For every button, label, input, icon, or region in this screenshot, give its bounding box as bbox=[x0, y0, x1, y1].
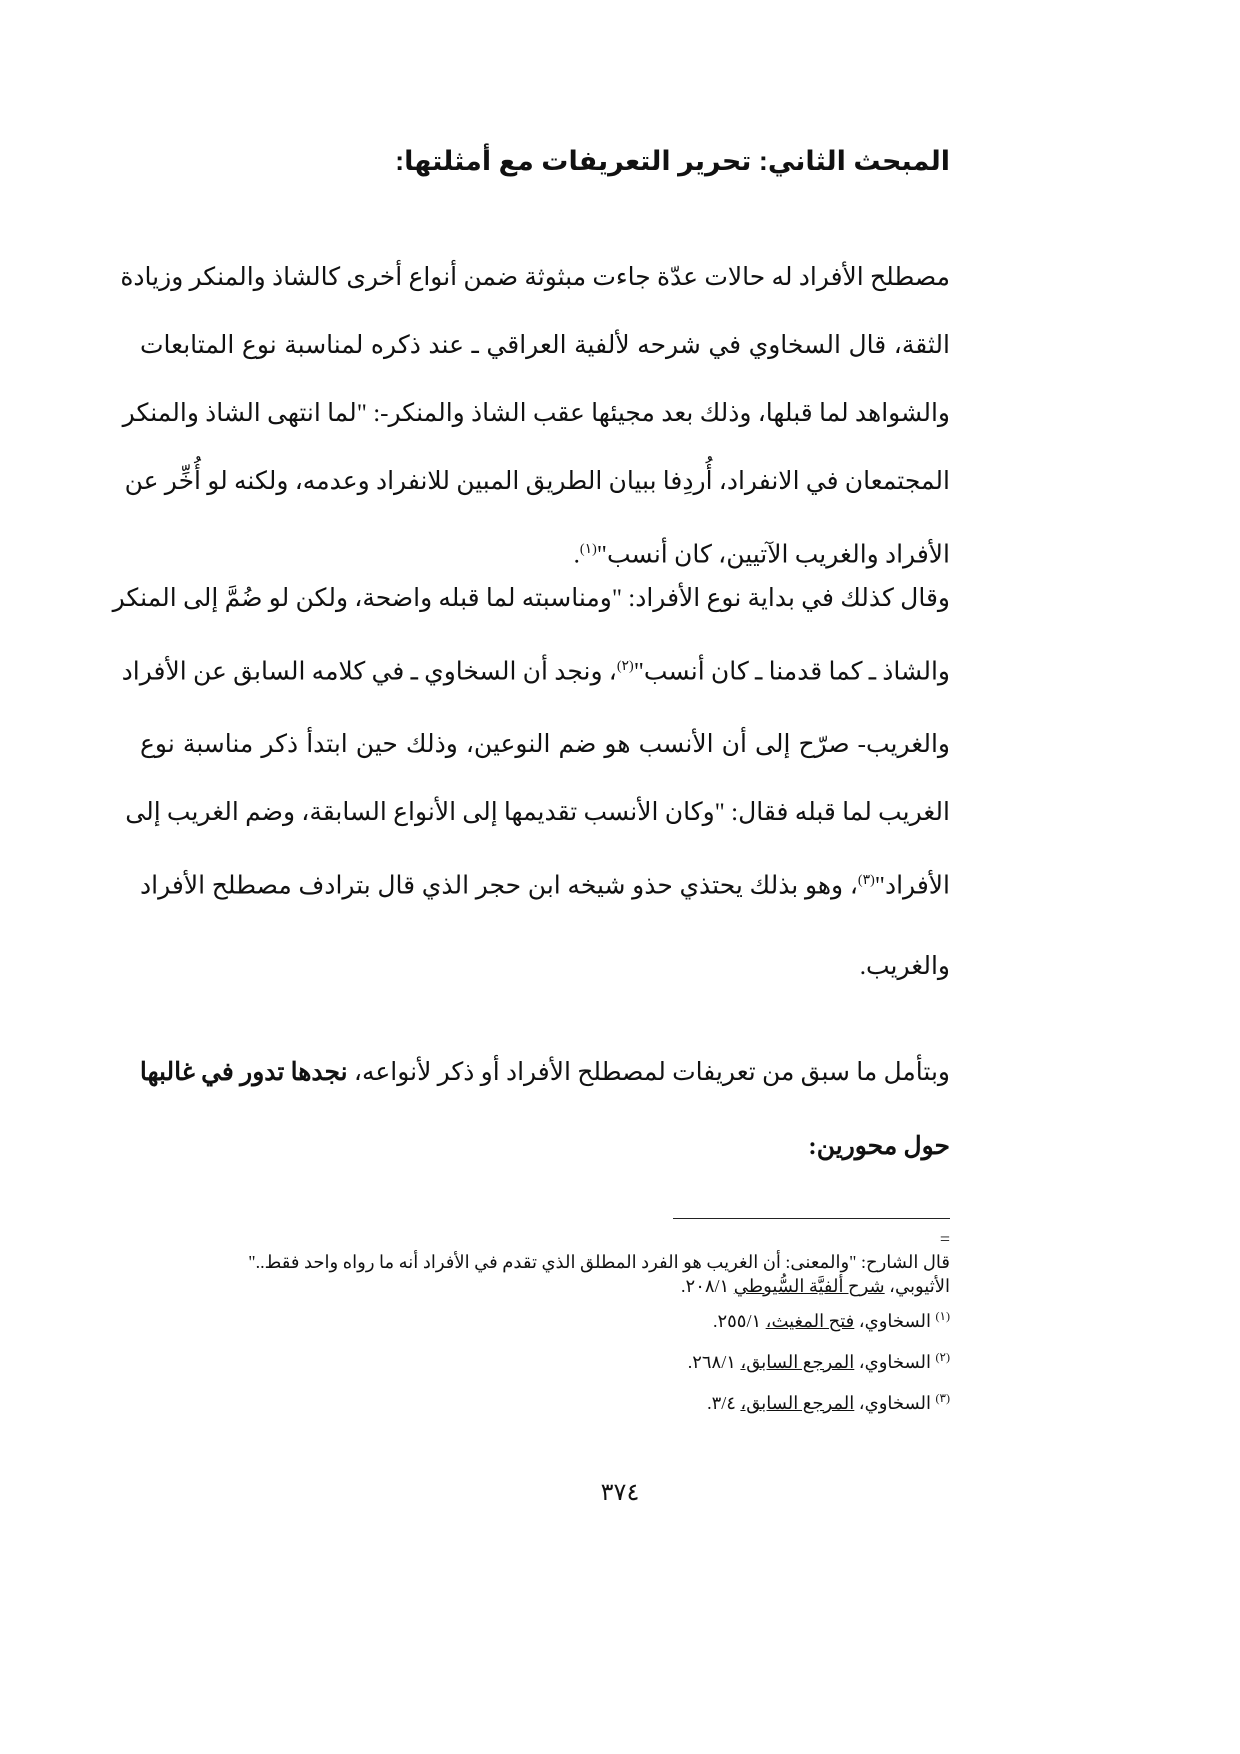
footnote-3 bbox=[130, 1386, 950, 1415]
footnote-2-title: المرجع السابق، bbox=[740, 1352, 855, 1372]
footnote-1 bbox=[130, 1304, 950, 1333]
section-heading: المبحث الثاني: تحرير التعريفات مع أمثلتها: bbox=[395, 146, 950, 176]
paragraph-2 bbox=[112, 565, 950, 701]
paragraph-4-line-1-bold: نجدها تدور في غالبها bbox=[139, 1059, 348, 1086]
footnote-1-title: فتح المغيث، bbox=[765, 1311, 855, 1331]
paragraph-4-line-2 bbox=[140, 1113, 950, 1181]
footnote-2-number: (٢) bbox=[935, 1350, 950, 1364]
footnote-3-number: (٣) bbox=[935, 1391, 950, 1405]
footnote-1-number: (١) bbox=[935, 1309, 950, 1323]
paragraph-2-line-2-after: ، ونجد أن السخاوي ـ في كلامه السابق عن الأفراد bbox=[121, 658, 617, 686]
paragraph-3-line-3-before: الأفراد" bbox=[874, 872, 950, 900]
footnote-continuation-ref: ٢٠٨/١. bbox=[681, 1276, 734, 1296]
footnote-continuation-author: الأثيوبي، bbox=[884, 1276, 950, 1296]
footnotes bbox=[130, 1228, 950, 1415]
footnote-2-location: ٢٦٨/١. bbox=[687, 1352, 741, 1372]
footnote-continuation bbox=[130, 1228, 950, 1298]
paragraph-2-line-1: وقال كذلك في بداية نوع الأفراد: "ومناسبته لما قبله واضحة، ولكن لو ضُمَّ إلى المنكر bbox=[112, 585, 950, 612]
footnote-1-location: ٢٥٥/١. bbox=[712, 1311, 766, 1331]
footnote-3-author: السخاوي، bbox=[854, 1393, 932, 1413]
footnote-separator bbox=[673, 1218, 950, 1219]
paragraph-1-last-text: الأفراد والغريب الآتيين، كان أنسب" bbox=[596, 541, 950, 569]
footnote-continuation-title: شرح ألفيَّة السُّيوطي bbox=[733, 1276, 885, 1296]
paragraph-2-line-2 bbox=[121, 633, 950, 701]
footnote-continuation-text: قال الشارح: "والمعنى: أن الغريب هو الفرد المطلق الذي تقدم في الأفراد أنه ما رواه واحد فقط.." bbox=[248, 1252, 950, 1272]
footnote-ref-2: (٢) bbox=[616, 659, 634, 674]
paragraph-1-line-4: المجتمعان في الانفراد، أُردِفا ببيان الطريق المبين للانفراد وعدمه، ولكنه لو أُخِّر عن bbox=[124, 468, 950, 495]
footnote-continuation-mark: = bbox=[939, 1229, 950, 1249]
paragraph-1-line-1: مصطلح الأفراد له حالات عدّة جاءت مبثوثة ضمن أنواع أخرى كالشاذ والمنكر وزيادة bbox=[120, 264, 950, 291]
footnote-2-author: السخاوي، bbox=[854, 1352, 932, 1372]
footnote-ref-3: (٣) bbox=[857, 873, 875, 888]
footnote-2 bbox=[130, 1345, 950, 1374]
paragraph-3-line-4: والغريب. bbox=[859, 953, 950, 980]
paragraph-3-line-3 bbox=[140, 847, 950, 915]
page-number: ٣٧٤ bbox=[600, 1480, 640, 1506]
footnote-ref-1: (١) bbox=[579, 542, 597, 557]
paragraph-3-line-1: والغريب- صرّح إلى أن الأنسب هو ضم النوعين، وذلك حين ابتدأ ذكر مناسبة نوع bbox=[140, 731, 950, 758]
paragraph-3-line-2: الغريب لما قبله فقال: "وكان الأنسب تقديمها إلى الأنواع السابقة، وضم الغريب إلى bbox=[125, 799, 950, 826]
footnote-3-location: ٣/٤. bbox=[707, 1393, 741, 1413]
paragraph-3 bbox=[125, 711, 950, 1001]
paragraph-1-line-2: الثقة، قال السخاوي في شرحه لألفية العراقي ـ عند ذكره لمناسبة نوع المتابعات bbox=[140, 332, 950, 359]
paragraph-1-end: . bbox=[573, 541, 580, 569]
footnote-continuation-source bbox=[130, 1274, 950, 1298]
paragraph-4-line-2-bold: حول محورين: bbox=[808, 1133, 950, 1160]
paragraph-4-line-1 bbox=[140, 1033, 950, 1113]
footnote-3-title: المرجع السابق، bbox=[740, 1393, 855, 1413]
paragraph-4 bbox=[140, 1033, 950, 1181]
paragraph-1-line-3: والشواهد لما قبلها، وذلك بعد مجيئها عقب الشاذ والمنكر-: "لما انتهى الشاذ والمنكر bbox=[122, 400, 950, 427]
paragraph-1 bbox=[120, 244, 950, 584]
paragraph-4-line-1-normal: وبتأمل ما سبق من تعريفات لمصطلح الأفراد أو ذكر لأنواعه، bbox=[347, 1059, 950, 1086]
paragraph-3-line-3-after: ، وهو بذلك يحتذي حذو شيخه ابن حجر الذي قال بترادف مصطلح الأفراد bbox=[140, 872, 858, 900]
paragraph-2-line-2-before: والشاذ ـ كما قدمنا ـ كان أنسب" bbox=[633, 658, 950, 686]
footnote-1-author: السخاوي، bbox=[854, 1311, 932, 1331]
